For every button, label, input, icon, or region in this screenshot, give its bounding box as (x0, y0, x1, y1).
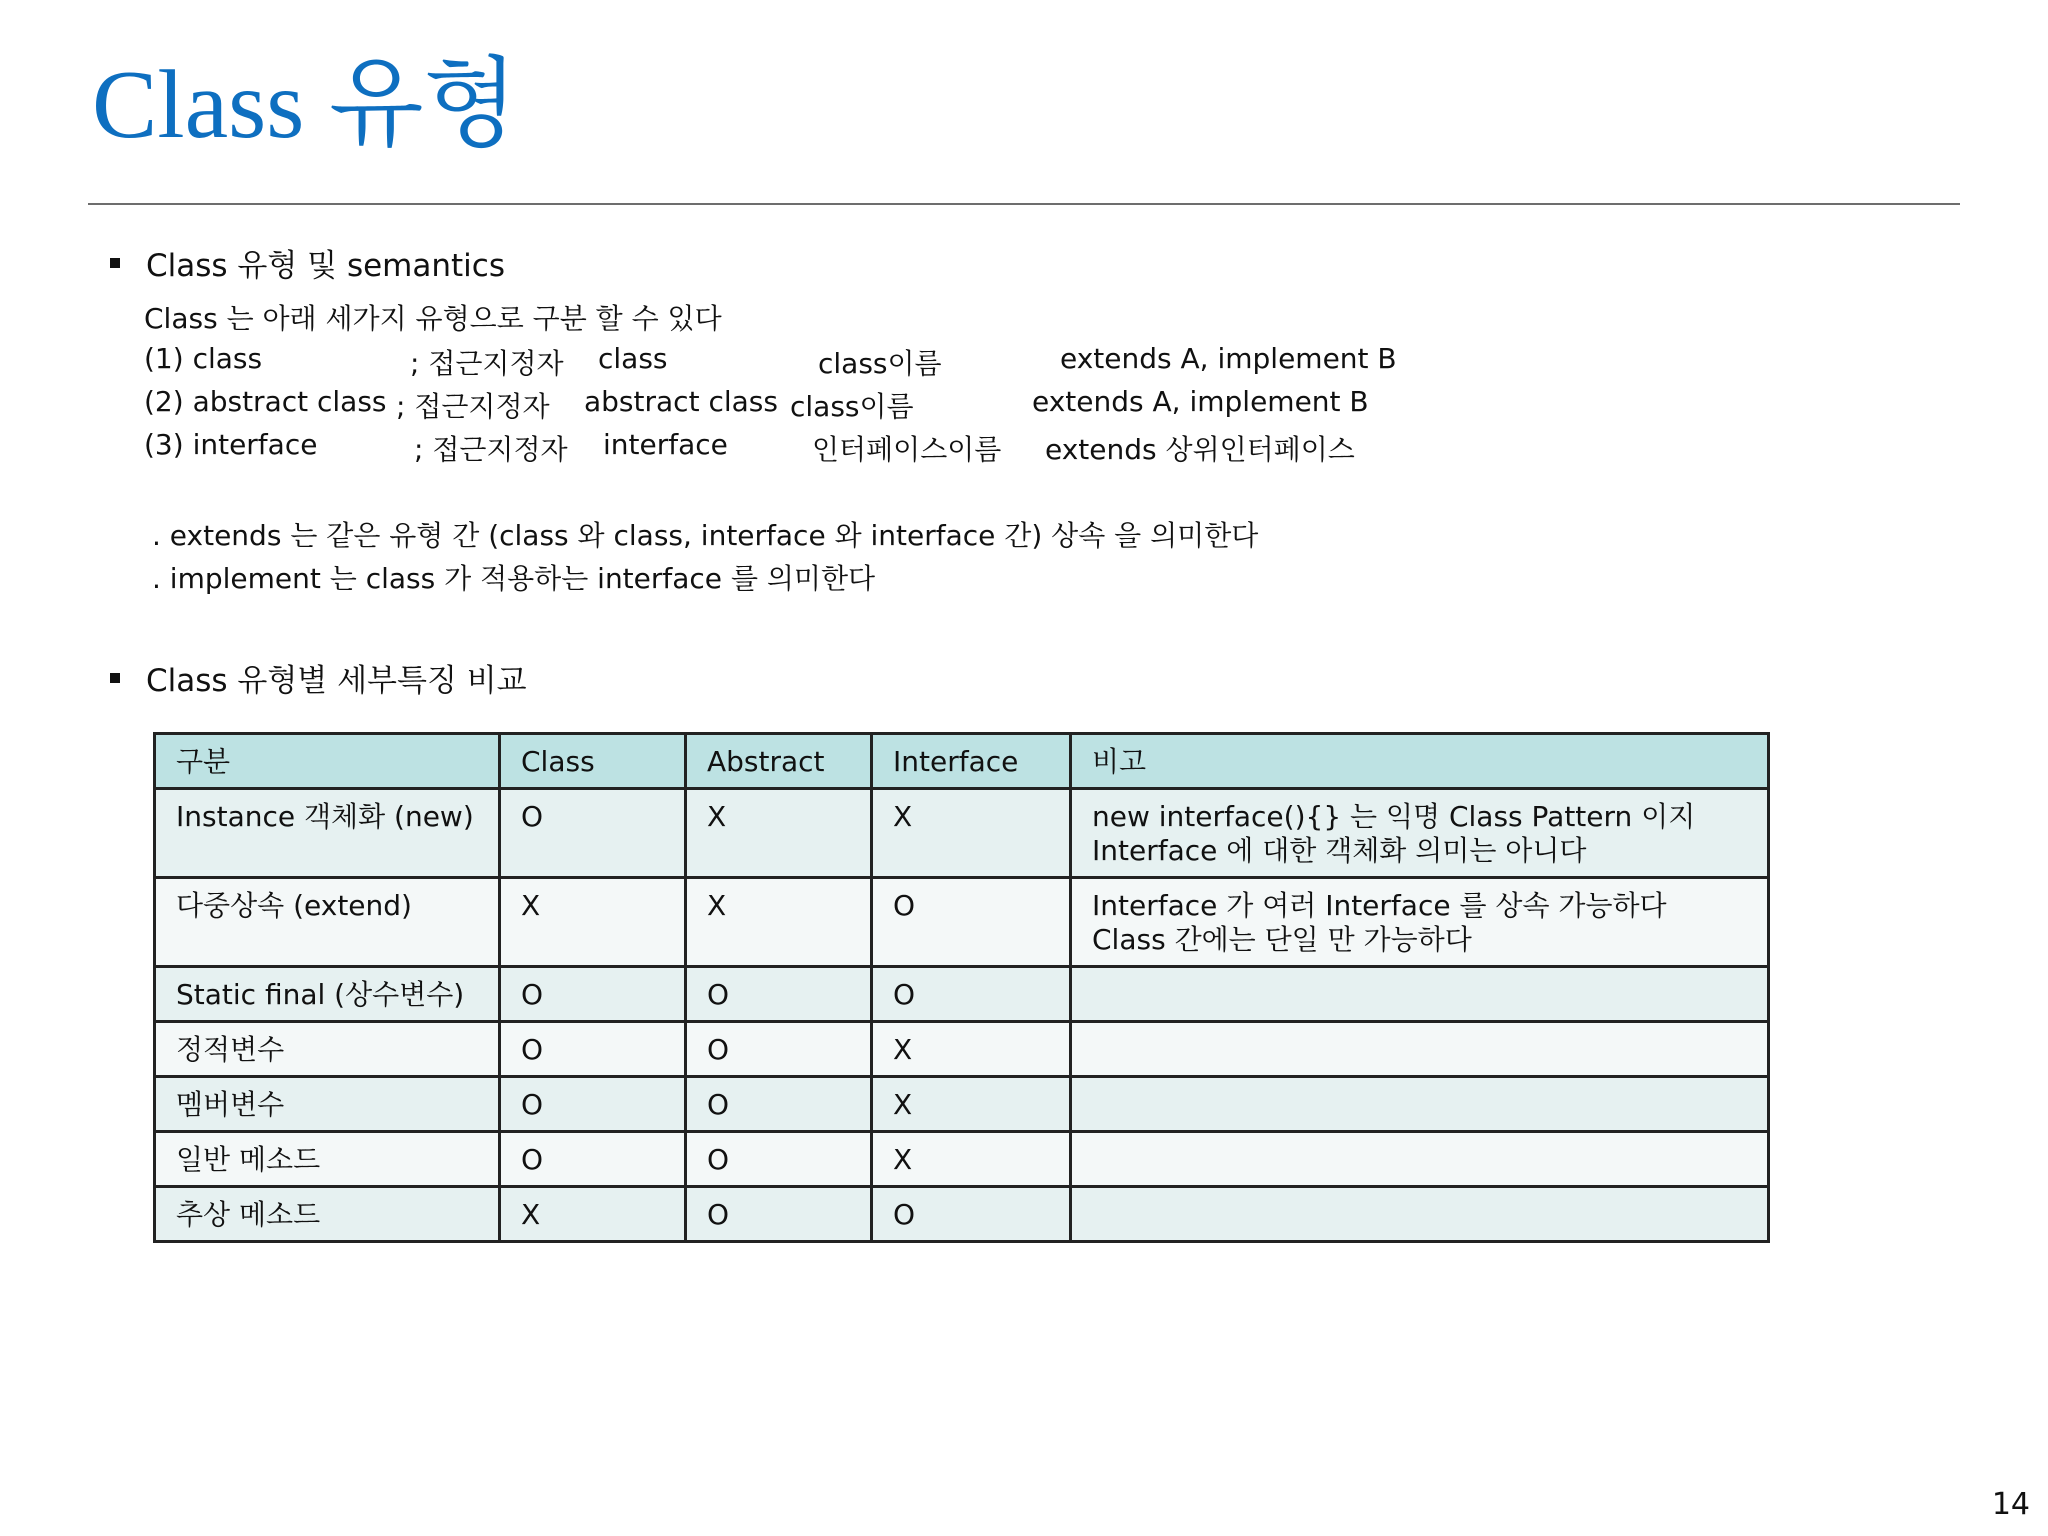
header-interface: Interface (872, 734, 1071, 789)
type-name: class이름 (818, 347, 942, 380)
note-line: Interface 가 여러 Interface 를 상속 가능하다 (1092, 889, 1667, 922)
type-label: (1) class (144, 342, 263, 375)
bullet-square-icon (110, 258, 120, 268)
cell-interface: O (872, 878, 1071, 967)
type-modifier: ; 접근지정자 (410, 347, 564, 380)
cell-abstract: X (686, 878, 872, 967)
table-header-row (155, 734, 1769, 789)
note-extends: . extends 는 같은 유형 간 (class 와 class, interface 와 interface 간) 상속 을 의미한다 (152, 519, 1259, 552)
type-extends: extends 상위인터페이스 (1045, 433, 1355, 466)
comparison-table (153, 732, 1770, 1243)
header-category: 구분 (155, 734, 500, 789)
type-keyword: class (598, 342, 668, 375)
cell-note (1071, 789, 1769, 878)
header-class: Class (500, 734, 686, 789)
cell-abstract: X (686, 789, 872, 878)
header-abstract: Abstract (686, 734, 872, 789)
type-extends: extends A, implement B (1032, 385, 1369, 418)
table-row (155, 1132, 1769, 1187)
note-line: Interface 에 대한 객체화 의미는 아니다 (1092, 834, 1587, 867)
row-label: 다중상속 (extend) (155, 878, 500, 967)
row-label: 멤버변수 (155, 1077, 500, 1132)
cell-class: O (500, 789, 686, 878)
type-label: (2) abstract class (144, 385, 387, 418)
cell-interface: O (872, 967, 1071, 1022)
type-keyword: abstract class (584, 385, 778, 418)
cell-abstract: O (686, 1132, 872, 1187)
cell-interface: X (872, 789, 1071, 878)
table-row (155, 1022, 1769, 1077)
row-label: Instance 객체화 (new) (155, 789, 500, 878)
table-row (155, 878, 1769, 967)
section1-heading-text: Class 유형 및 semantics (146, 248, 505, 284)
table-row (155, 1077, 1769, 1132)
table-row (155, 1187, 1769, 1242)
type-modifier: ; 접근지정자 (414, 433, 568, 466)
page-number: 14 (1991, 1487, 2030, 1522)
cell-class: O (500, 1132, 686, 1187)
note-implement: . implement 는 class 가 적용하는 interface 를 의미한다 (152, 562, 876, 595)
page-title: Class 유형 (92, 51, 519, 159)
cell-class: O (500, 1022, 686, 1077)
bullet-square-icon (110, 673, 120, 683)
type-name: class이름 (790, 390, 914, 423)
cell-class: O (500, 967, 686, 1022)
cell-abstract: O (686, 967, 872, 1022)
cell-class: O (500, 1077, 686, 1132)
section2-heading-text: Class 유형별 세부특징 비교 (146, 663, 527, 699)
cell-abstract: O (686, 1077, 872, 1132)
cell-interface: X (872, 1077, 1071, 1132)
row-label: 추상 메소드 (155, 1187, 500, 1242)
row-label: 정적변수 (155, 1022, 500, 1077)
type-extends: extends A, implement B (1060, 342, 1397, 375)
cell-note (1071, 878, 1769, 967)
cell-abstract: O (686, 1022, 872, 1077)
table-row (155, 967, 1769, 1022)
type-name: 인터페이스이름 (812, 433, 1002, 466)
cell-note (1071, 1132, 1769, 1187)
section1-intro: Class 는 아래 세가지 유형으로 구분 할 수 있다 (144, 302, 722, 335)
row-label: Static final (상수변수) (155, 967, 500, 1022)
cell-note (1071, 1022, 1769, 1077)
cell-interface: X (872, 1132, 1071, 1187)
cell-abstract: O (686, 1187, 872, 1242)
note-line: Class 간에는 단일 만 가능하다 (1092, 923, 1472, 956)
cell-interface: O (872, 1187, 1071, 1242)
header-note: 비고 (1071, 734, 1769, 789)
table-row (155, 789, 1769, 878)
row-label: 일반 메소드 (155, 1132, 500, 1187)
note-line: new interface(){} 는 익명 Class Pattern 이지 (1092, 800, 1696, 833)
title-divider (88, 203, 1960, 205)
section1-heading (110, 240, 505, 285)
section2-heading (110, 655, 527, 700)
cell-interface: X (872, 1022, 1071, 1077)
cell-note (1071, 1187, 1769, 1242)
cell-note (1071, 967, 1769, 1022)
cell-class: X (500, 878, 686, 967)
cell-class: X (500, 1187, 686, 1242)
type-label: (3) interface (144, 428, 318, 461)
type-keyword: interface (603, 428, 728, 461)
cell-note (1071, 1077, 1769, 1132)
type-modifier: ; 접근지정자 (396, 390, 550, 423)
